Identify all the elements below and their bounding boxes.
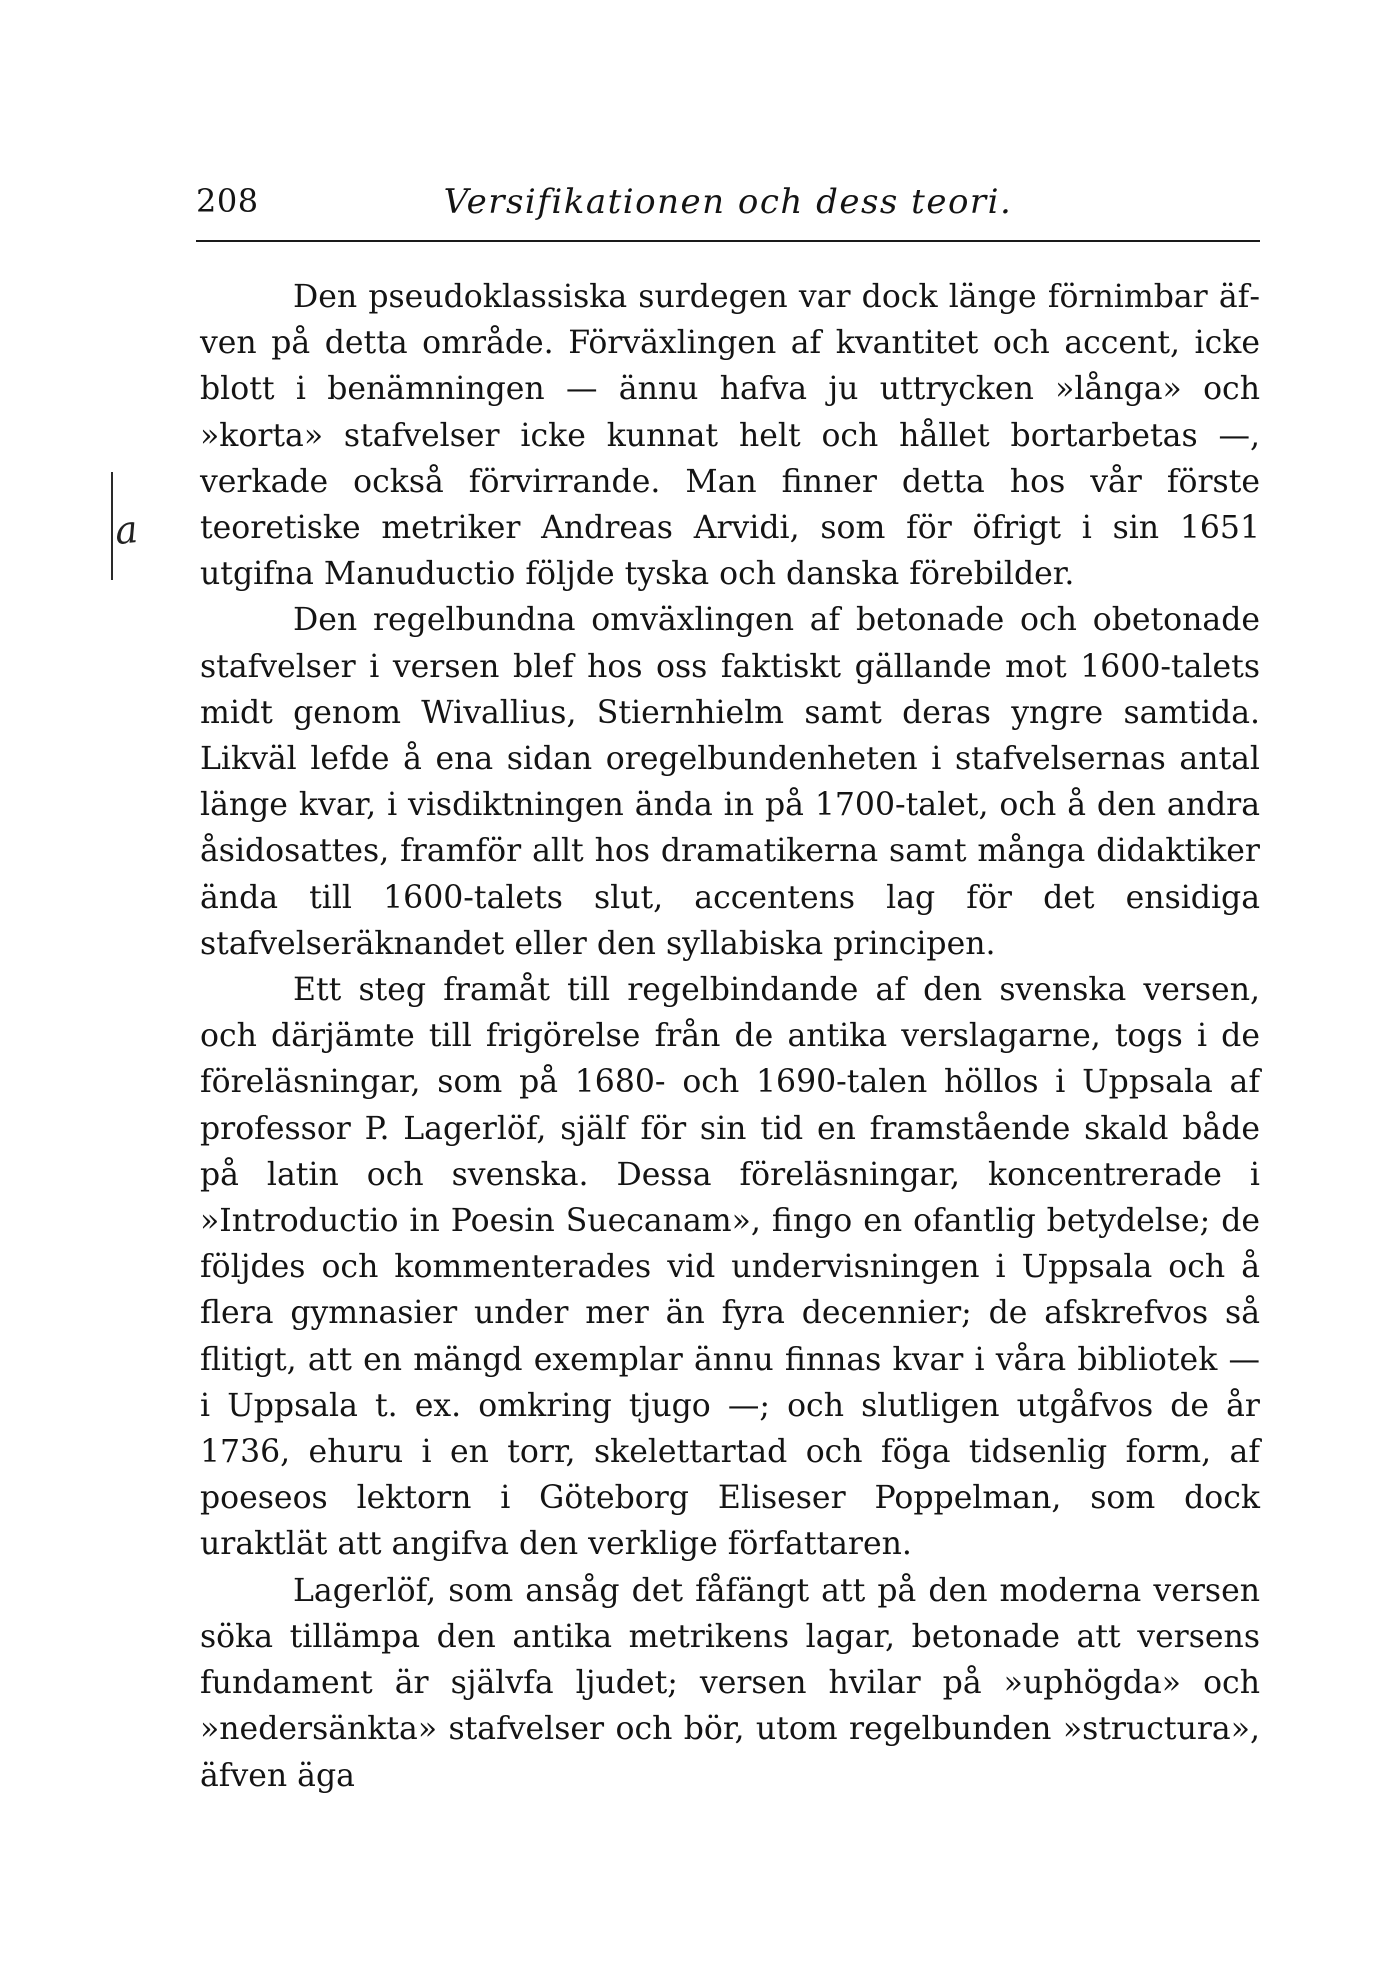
paragraph-3: Ett steg framåt till regelbindande af den svenska versen, och därjämte till frigörelse från de antika verslagarne, togs i de föreläsningar, som på 1680- och 1690-talen höllos i Uppsala af professor P. Lagerlöf, själf för sin tid en framstående skald både på latin och svenska. Dessa föreläsningar, koncentrerade i »Introductio in Poesin Suecanam», fingo en ofantlig betydelse; de följdes och kommenterades vid undervisningen i Uppsala och å flera gymnasier under mer än fyra decennier; de afskrefvos så flitigt, att en mängd exemplar ännu finnas kvar i våra bibliotek — i Uppsala t. ex. omkring tjugo —; och slutligen utgåfvos de år 1736, ehuru i en torr, skelettartad och föga tidsenlig form, af poeseos lektorn i Göteborg Eliseser Poppelman, som dock uraktlät att angifva den verklige författaren. — [200, 972, 1260, 1563]
page-number: 208 — [196, 182, 259, 220]
body-text — [200, 274, 1260, 1799]
margin-handwritten-note: a — [112, 506, 140, 554]
header-rule — [196, 240, 1260, 242]
paragraph-1: Den pseudoklassiska surdegen var dock länge förnimbar äfven på detta område. Förväxlingen af kvantitet och accent, icke blott i benämningen — ännu hafva ju uttrycken »långa» och »korta» stafvelser icke kunnat helt och hållet bortarbetas —, verkade också förvirrande. Man finner detta hos vår förste teoretiske metriker Andreas Arvidi, som för öfrigt i sin 1651 utgifna Manuductio följde tyska och danska förebilder. — [200, 279, 1260, 593]
page-header — [196, 178, 1260, 230]
paragraph-2: Den regelbundna omväxlingen af betonade och obetonade stafvelser i versen blef hos oss faktiskt gällande mot 1600-talets midt genom Wivallius, Stiernhielm samt deras yngre samtida. Likväl lefde å ena sidan oregelbundenheten i stafvelsernas antal länge kvar, i visdiktningen ända in på 1700-talet, och å den andra åsidosattes, framför allt hos dramatikerna samt många didaktiker ända till 1600-talets slut, accentens lag för det ensidiga stafvelseräknandet eller den syllabiska principen. — [200, 602, 1260, 962]
running-title: Versifikationen och dess teori. — [443, 182, 1013, 222]
margin-bracket-mark — [111, 472, 113, 580]
paragraph-4: Lagerlöf, som ansåg det fåfängt att på den moderna versen söka tillämpa den antika metrikens lagar, betonade att versens fundament är självfa ljudet; versen hvilar på »uphögda» och »nedersänkta» stafvelser och bör, utom regelbunden »structura», äfven äga — [200, 1572, 1260, 1794]
